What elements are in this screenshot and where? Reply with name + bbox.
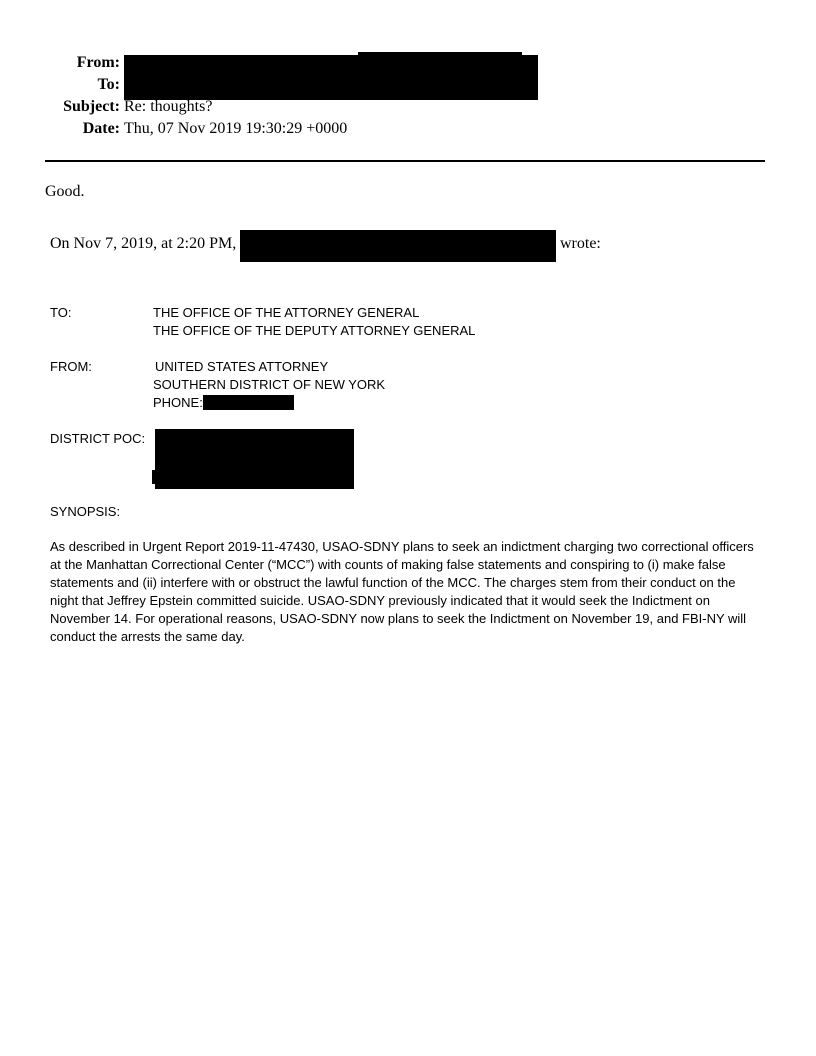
memo-synopsis-label: SYNOPSIS: xyxy=(50,504,121,519)
subject-label: Subject: xyxy=(63,98,120,115)
date-label: Date: xyxy=(82,120,120,137)
reply-text: Good. xyxy=(45,183,85,200)
quoted-wrote: wrote: xyxy=(560,235,601,252)
redaction-poc-edge xyxy=(152,470,157,484)
memo-to-line-1: THE OFFICE OF THE ATTORNEY GENERAL xyxy=(153,305,420,320)
redaction-phone xyxy=(203,395,294,410)
redaction-from-to xyxy=(124,55,538,100)
redaction-sender xyxy=(240,230,556,262)
subject-value: Re: thoughts? xyxy=(124,98,213,115)
redaction-poc xyxy=(155,429,354,489)
memo-to-line-2: THE OFFICE OF THE DEPUTY ATTORNEY GENERAL xyxy=(153,323,476,338)
date-value: Thu, 07 Nov 2019 19:30:29 +0000 xyxy=(124,120,348,137)
redaction-from-top xyxy=(358,52,522,58)
memo-phone-label: PHONE: xyxy=(153,395,203,410)
header-divider xyxy=(45,160,765,162)
to-label: To: xyxy=(97,76,120,93)
memo-from-label: FROM: xyxy=(50,359,92,374)
memo-to-label: TO: xyxy=(50,305,72,320)
from-label: From: xyxy=(76,54,120,71)
memo-poc-label: DISTRICT POC: xyxy=(50,431,146,446)
memo-synopsis-body: As described in Urgent Report 2019-11-47430, USAO-SDNY plans to seek an indictment charging two correctional officers at the Manhattan Correctional Center (“MCC”) with counts of making false statements and conspiring to (i) make false statements and (ii) interfere with or obstruct the lawful function of the MCC. The charges stem from their conduct on the night that Jeffrey Epstein committed suicide. USAO-SDNY previously indicated that it would seek the Indictment on November 14. For operational reasons, USAO-SDNY now plans to seek the Indictment on November 19, and FBI-NY will conduct the arrests the same day. xyxy=(50,539,754,644)
quoted-intro: On Nov 7, 2019, at 2:20 PM, xyxy=(50,235,237,252)
memo-from-line-2: SOUTHERN DISTRICT OF NEW YORK xyxy=(153,377,386,392)
memo-from-line-1: UNITED STATES ATTORNEY xyxy=(155,359,329,374)
